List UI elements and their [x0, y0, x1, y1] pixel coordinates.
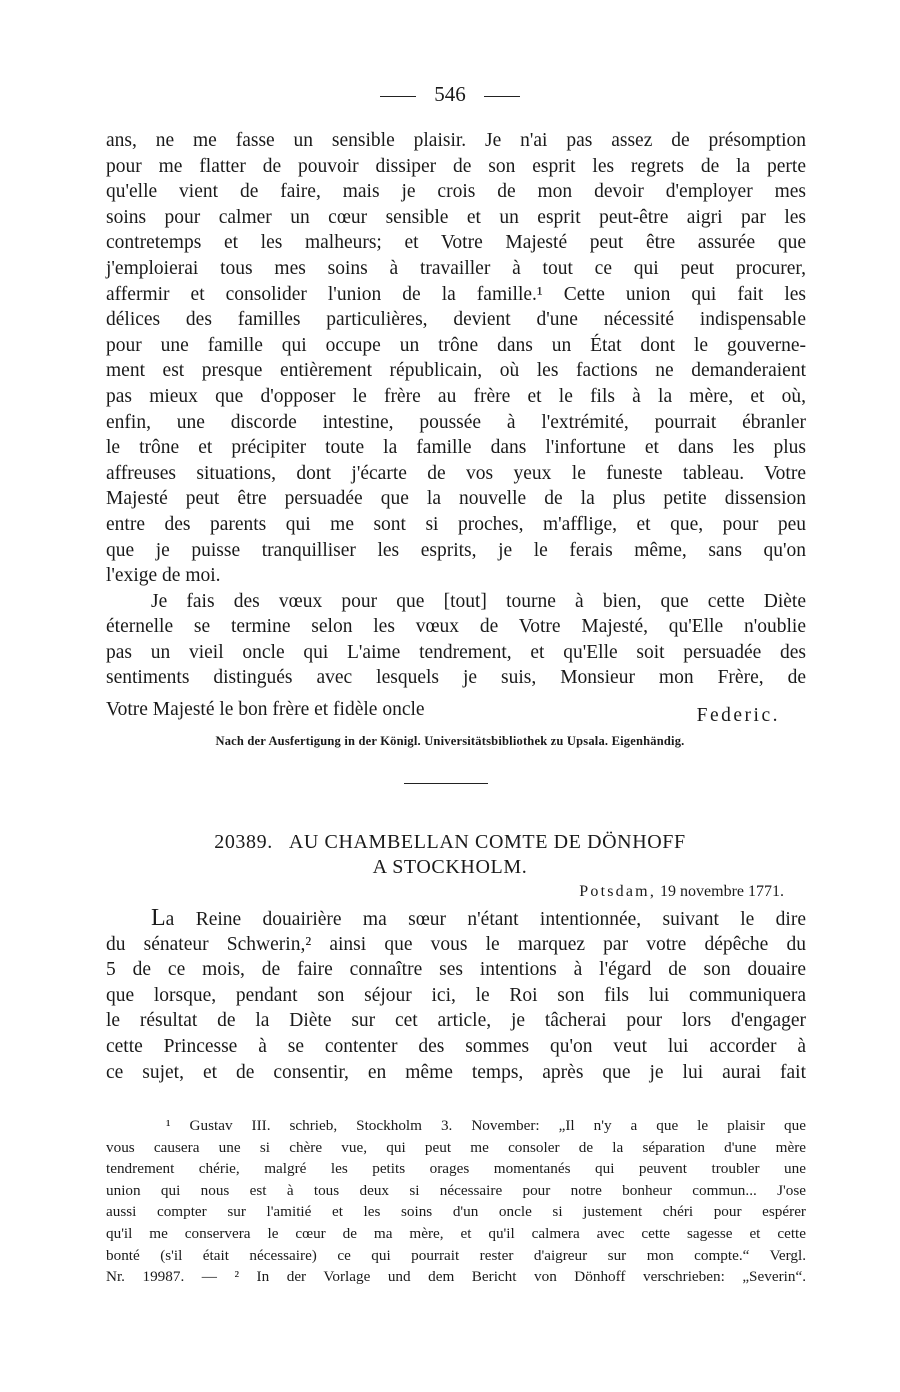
text-line: éternelle se termine selon les vœux de Votre Majesté, qu'Elle n'oublie	[106, 616, 806, 638]
dateline-date: 19 novembre 1771.	[660, 883, 784, 900]
footnote-line: vous causera une si chère vue, qui peut me consoler de la séparation d'une mère	[106, 1138, 806, 1156]
page-header	[0, 82, 900, 107]
drop-capital: L	[151, 905, 166, 931]
text-line: soins pour calmer un cœur sensible et un esprit peut-être aigri par les	[106, 206, 806, 228]
text-line: affreuses situations, dont j'écarte de vos yeux le funeste tableau. Votre	[106, 462, 806, 484]
text-line: sentiments distingués avec lesquels je suis, Monsieur mon Frère, de	[106, 667, 806, 689]
header-rule-left	[380, 96, 416, 97]
letter-2-body	[106, 906, 806, 1085]
text-line: cette Princesse à se contenter des sommes qu'on veut lui accorder à	[106, 1035, 806, 1057]
text-line: délices des familles particulières, devient d'une nécessité indispensable	[106, 309, 806, 331]
text-line: ce sujet, et de consentir, en même temps, après que je lui aurai fait	[106, 1061, 806, 1083]
footnotes	[106, 1115, 806, 1288]
text-line: Majesté peut être persuadée que la nouvelle de la plus petite dissension	[106, 488, 806, 510]
text-line: pour me flatter de pouvoir dissiper de son esprit les regrets de la perte	[106, 155, 806, 177]
closing-line	[106, 691, 806, 727]
footnote-line: aussi compter sur l'amitié et les soins d'un oncle si justement chéri pour espérer	[106, 1203, 806, 1221]
text-line: du sénateur Schwerin,² ainsi que vous le marquez par votre dépêche du	[106, 933, 806, 955]
footnote-line: ¹ Gustav III. schrieb, Stockholm 3. November: „Il n'y a que le plaisir que	[166, 1117, 806, 1134]
text-line: affermir et consolider l'union de la famille.¹ Cette union qui fait les	[106, 283, 806, 305]
text-line	[106, 906, 806, 932]
text-line: qu'elle vient de faire, mais je crois de mon devoir d'employer mes	[106, 181, 806, 203]
text-line: enfin, une discorde intestine, poussée à l'extrémité, pourrait ébranler	[106, 411, 806, 433]
text-line: pour une famille qui occupe un trône dans un État dont le gouverne-	[106, 334, 806, 356]
heading-title: AU CHAMBELLAN COMTE DE DÖNHOFF	[288, 831, 686, 853]
text-line: le résultat de la Diète sur cet article, je tâcherai pour lors d'engager	[106, 1010, 806, 1032]
footnote-line: Nr. 19987. — ² In der Vorlage und dem Bericht von Dönhoff verschrieben: „Severin“.	[106, 1268, 806, 1286]
source-note: Nach der Ausfertigung in der Königl. Universitätsbibliothek zu Upsala. Eigenhändig.	[215, 734, 685, 748]
text-line: pas mieux que d'opposer le frère au frère et le fils à la mère, et où,	[106, 385, 806, 407]
section-divider	[404, 783, 488, 784]
closing-text: Votre Majesté le bon frère et fidèle oncle	[106, 699, 425, 721]
text-line: que je puisse tranquilliser les esprits, je le ferais même, sans qu'on	[106, 539, 806, 561]
text-line: que lorsque, pendant son séjour ici, le Roi son fils lui communiquera	[106, 984, 806, 1006]
text-line: l'exige de moi.	[106, 565, 221, 587]
text-line: ans, ne me fasse un sensible plaisir. Je n'ai pas assez de présomption	[106, 130, 806, 151]
text-line: Je fais des vœux pour que [tout] tourne à bien, que cette Diète	[151, 590, 806, 612]
letter-2-heading	[0, 830, 900, 880]
text-line: ment est presque entièrement républicain, où les factions ne demanderaient	[106, 360, 806, 382]
text-line: 5 de ce mois, de faire connaître ses intentions à l'égard de son douaire	[106, 959, 806, 981]
header-rule-right	[484, 96, 520, 97]
text-line-rest: a Reine douairière ma sœur n'étant intentionnée, suivant le dire	[165, 909, 806, 930]
footnote-line: qu'il me conservera le cœur de ma mère, et qu'il calmera avec cette sagesse et cette	[106, 1224, 806, 1242]
dateline	[579, 883, 784, 901]
text-line: pas un vieil oncle qui L'aime tendrement, et qu'Elle soit persuadée des	[106, 641, 806, 663]
dateline-place: Potsdam,	[579, 883, 657, 900]
footnote-line: tendrement chérie, malgré les petits orages momentanés qui peuvent troubler une	[106, 1160, 806, 1178]
letter-1-body	[106, 128, 806, 727]
text-line: j'emploierai tous mes soins à travailler à tout ce qui peut procurer,	[106, 257, 806, 279]
text-line: le trône et précipiter toute la famille dans l'infortune et dans les plus	[106, 437, 806, 459]
signature: Federic.	[696, 705, 780, 727]
letter-number: 20389.	[214, 831, 273, 853]
text-line: contretemps et les malheurs; et Votre Majesté peut être assurée que	[106, 232, 806, 254]
heading-destination: A STOCKHOLM.	[372, 856, 528, 878]
footnote-line: bonté (s'il était nécessaire) ce qui pourrait rester d'aigreur sur mon compte.“ Vergl.	[106, 1246, 806, 1264]
page-number: 546	[434, 82, 466, 106]
footnote-line: union qui nous est à tous deux si nécessaire pour notre bonheur commun... J'ose	[106, 1181, 806, 1199]
text-line: entre des parents qui me sont si proches, m'afflige, et que, pour peu	[106, 513, 806, 535]
